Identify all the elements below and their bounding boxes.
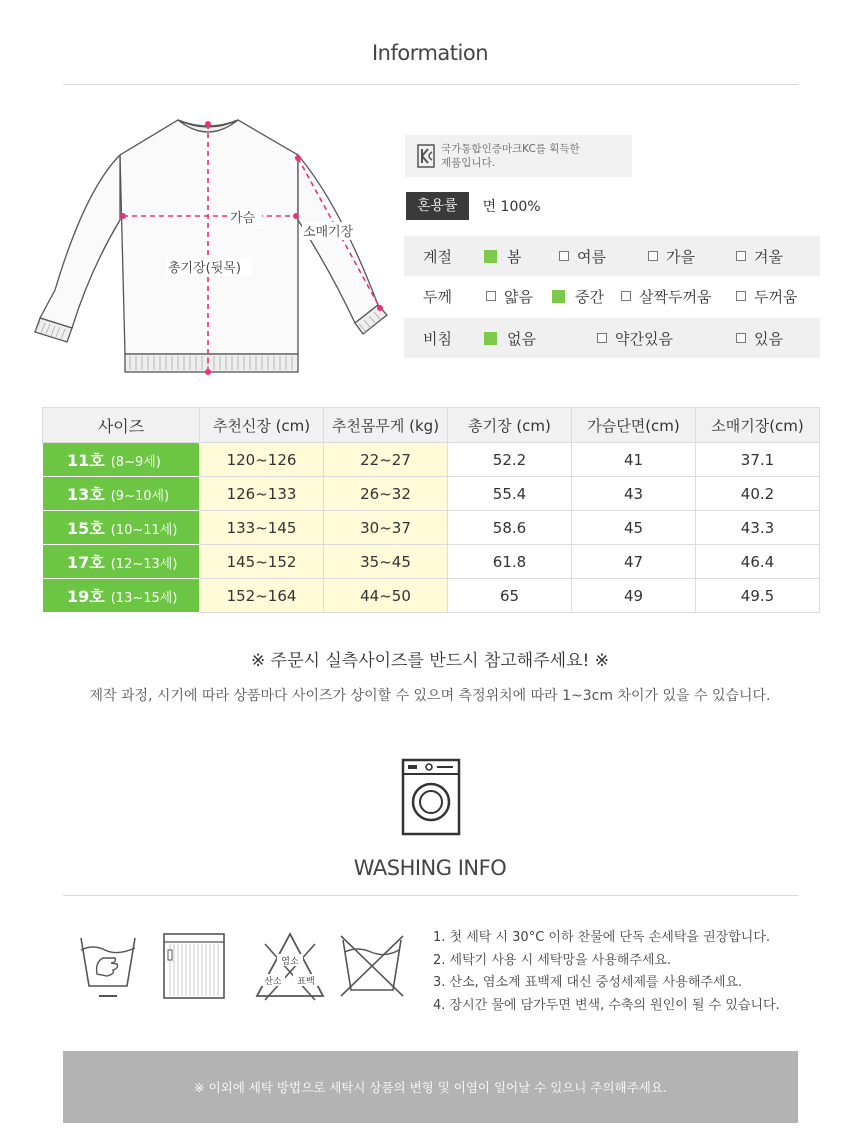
option-winter: 겨울	[736, 246, 783, 267]
size-table	[42, 407, 820, 613]
length-cell: 52.2	[448, 443, 572, 477]
header-size: 사이즈	[43, 408, 200, 443]
option-spring: 봄	[484, 246, 522, 267]
header-length: 총기장 (cm)	[448, 408, 572, 443]
size-cell: 15호 (10~11세)	[43, 511, 200, 545]
no-bleach-icon	[255, 930, 325, 1004]
checked-box-icon	[484, 250, 497, 263]
height-cell: 133~145	[200, 511, 324, 545]
checked-box-icon	[552, 290, 565, 303]
attribute-label: 비침	[423, 329, 452, 348]
option-medium: 중간	[552, 286, 604, 307]
header-chest: 가슴단면(cm)	[572, 408, 696, 443]
weight-cell: 22~27	[324, 443, 448, 477]
length-cell: 55.4	[448, 477, 572, 511]
washing-rule: 4. 장시간 물에 담가두면 변색, 수축의 원인이 될 수 있습니다.	[433, 997, 780, 1013]
chest-cell: 47	[572, 545, 696, 579]
laundry-net-icon	[160, 930, 230, 1004]
sleeve-cell: 49.5	[696, 579, 820, 613]
chest-label: 가슴	[230, 211, 256, 226]
sleeve-cell: 37.1	[696, 443, 820, 477]
blend-label: 혼용률	[406, 192, 469, 220]
checkbox-icon	[621, 291, 631, 301]
hand-wash-icon	[73, 930, 143, 1004]
size-cell: 13호 (9~10세)	[43, 477, 200, 511]
checkbox-icon	[559, 251, 569, 261]
fabric-blend	[406, 192, 541, 220]
header-sleeve: 소매기장(cm)	[696, 408, 820, 443]
size-variance-note: 제작 과정, 시기에 따라 상품마다 사이즈가 상이할 수 있으며 측정위치에 따라 1~3cm 차이가 있을 수 있습니다.	[89, 688, 771, 704]
attribute-label: 두께	[423, 287, 452, 306]
header-height: 추천신장 (cm)	[200, 408, 324, 443]
checked-box-icon	[484, 332, 497, 345]
divider	[63, 84, 798, 85]
height-cell: 126~133	[200, 477, 324, 511]
checkbox-icon	[736, 291, 746, 301]
kc-text-line2: 제품입니다.	[441, 157, 496, 169]
length-cell: 58.6	[448, 511, 572, 545]
bleach-chlorine-label: 염소	[281, 957, 299, 967]
option-fall: 가을	[648, 246, 695, 267]
attribute-label: 계절	[423, 247, 452, 266]
weight-cell: 30~37	[324, 511, 448, 545]
footer-notice: ※ 이외에 세탁 방법으로 세탁시 상품의 변형 및 이염이 일어날 수 있으니 주의해주세요.	[63, 1051, 798, 1123]
sweater-measurement-diagram	[30, 110, 400, 380]
option-slightly-thick: 살짝두꺼움	[621, 286, 711, 307]
height-cell: 120~126	[200, 443, 324, 477]
washing-rule: 1. 첫 세탁 시 30°C 이하 찬물에 단독 손세탁을 권장합니다.	[433, 930, 771, 945]
attribute-row-thickness	[404, 276, 820, 316]
option-none: 없음	[484, 328, 536, 349]
height-cell: 152~164	[200, 579, 324, 613]
table-row	[43, 477, 820, 511]
checkbox-icon	[736, 333, 746, 343]
kc-text-line1: 국가통합인증마크KC를 획득한	[441, 143, 580, 155]
size-notice: ※ 주문시 실측사이즈를 반드시 참고해주세요! ※	[251, 651, 609, 671]
chest-cell: 45	[572, 511, 696, 545]
length-cell: 65	[448, 579, 572, 613]
weight-cell: 35~45	[324, 545, 448, 579]
checkbox-icon	[486, 291, 496, 301]
option-summer: 여름	[559, 246, 606, 267]
checkbox-icon	[736, 251, 746, 261]
washing-machine-icon	[401, 758, 461, 836]
washing-rules	[433, 927, 780, 1017]
table-header-row	[43, 408, 820, 443]
bleach-oxygen-label: 산소	[264, 977, 282, 987]
size-cell: 11호 (8~9세)	[43, 443, 200, 477]
option-slight: 약간있음	[597, 328, 673, 349]
header-weight: 추천몸무게 (kg)	[324, 408, 448, 443]
weight-cell: 26~32	[324, 477, 448, 511]
chest-cell: 43	[572, 477, 696, 511]
attribute-row-season	[404, 236, 820, 276]
attribute-row-sheerness	[404, 318, 820, 358]
checkbox-icon	[648, 251, 658, 261]
washing-rule: 2. 세탁기 사용 시 세탁망을 사용해주세요.	[433, 952, 672, 968]
sleeve-label: 소매기장	[303, 225, 354, 240]
bleach-label: 표백	[297, 977, 315, 987]
table-row	[43, 545, 820, 579]
size-cell: 17호 (12~13세)	[43, 545, 200, 579]
table-row	[43, 579, 820, 613]
table-row	[43, 511, 820, 545]
size-cell: 19호 (13~15세)	[43, 579, 200, 613]
weight-cell: 44~50	[324, 579, 448, 613]
option-thin: 얇음	[486, 286, 533, 307]
kc-certification	[405, 135, 632, 177]
chest-cell: 41	[572, 443, 696, 477]
sleeve-cell: 46.4	[696, 545, 820, 579]
information-title: Information	[371, 41, 489, 65]
option-thick: 두꺼움	[736, 286, 797, 307]
checkbox-icon	[597, 333, 607, 343]
length-cell: 61.8	[448, 545, 572, 579]
length-label: 총기장(뒷목)	[168, 261, 241, 276]
height-cell: 145~152	[200, 545, 324, 579]
washing-rule: 3. 산소, 염소계 표백제 대신 중성세제를 사용해주세요.	[433, 975, 743, 990]
washing-info-title: WASHING INFO	[353, 856, 507, 880]
sleeve-cell: 40.2	[696, 477, 820, 511]
option-yes: 있음	[736, 328, 783, 349]
sleeve-cell: 43.3	[696, 511, 820, 545]
blend-value: 면 100%	[482, 199, 541, 215]
kc-mark-icon	[417, 144, 435, 168]
chest-cell: 49	[572, 579, 696, 613]
divider	[63, 895, 798, 896]
no-machine-wash-icon	[337, 930, 407, 1004]
table-row	[43, 443, 820, 477]
